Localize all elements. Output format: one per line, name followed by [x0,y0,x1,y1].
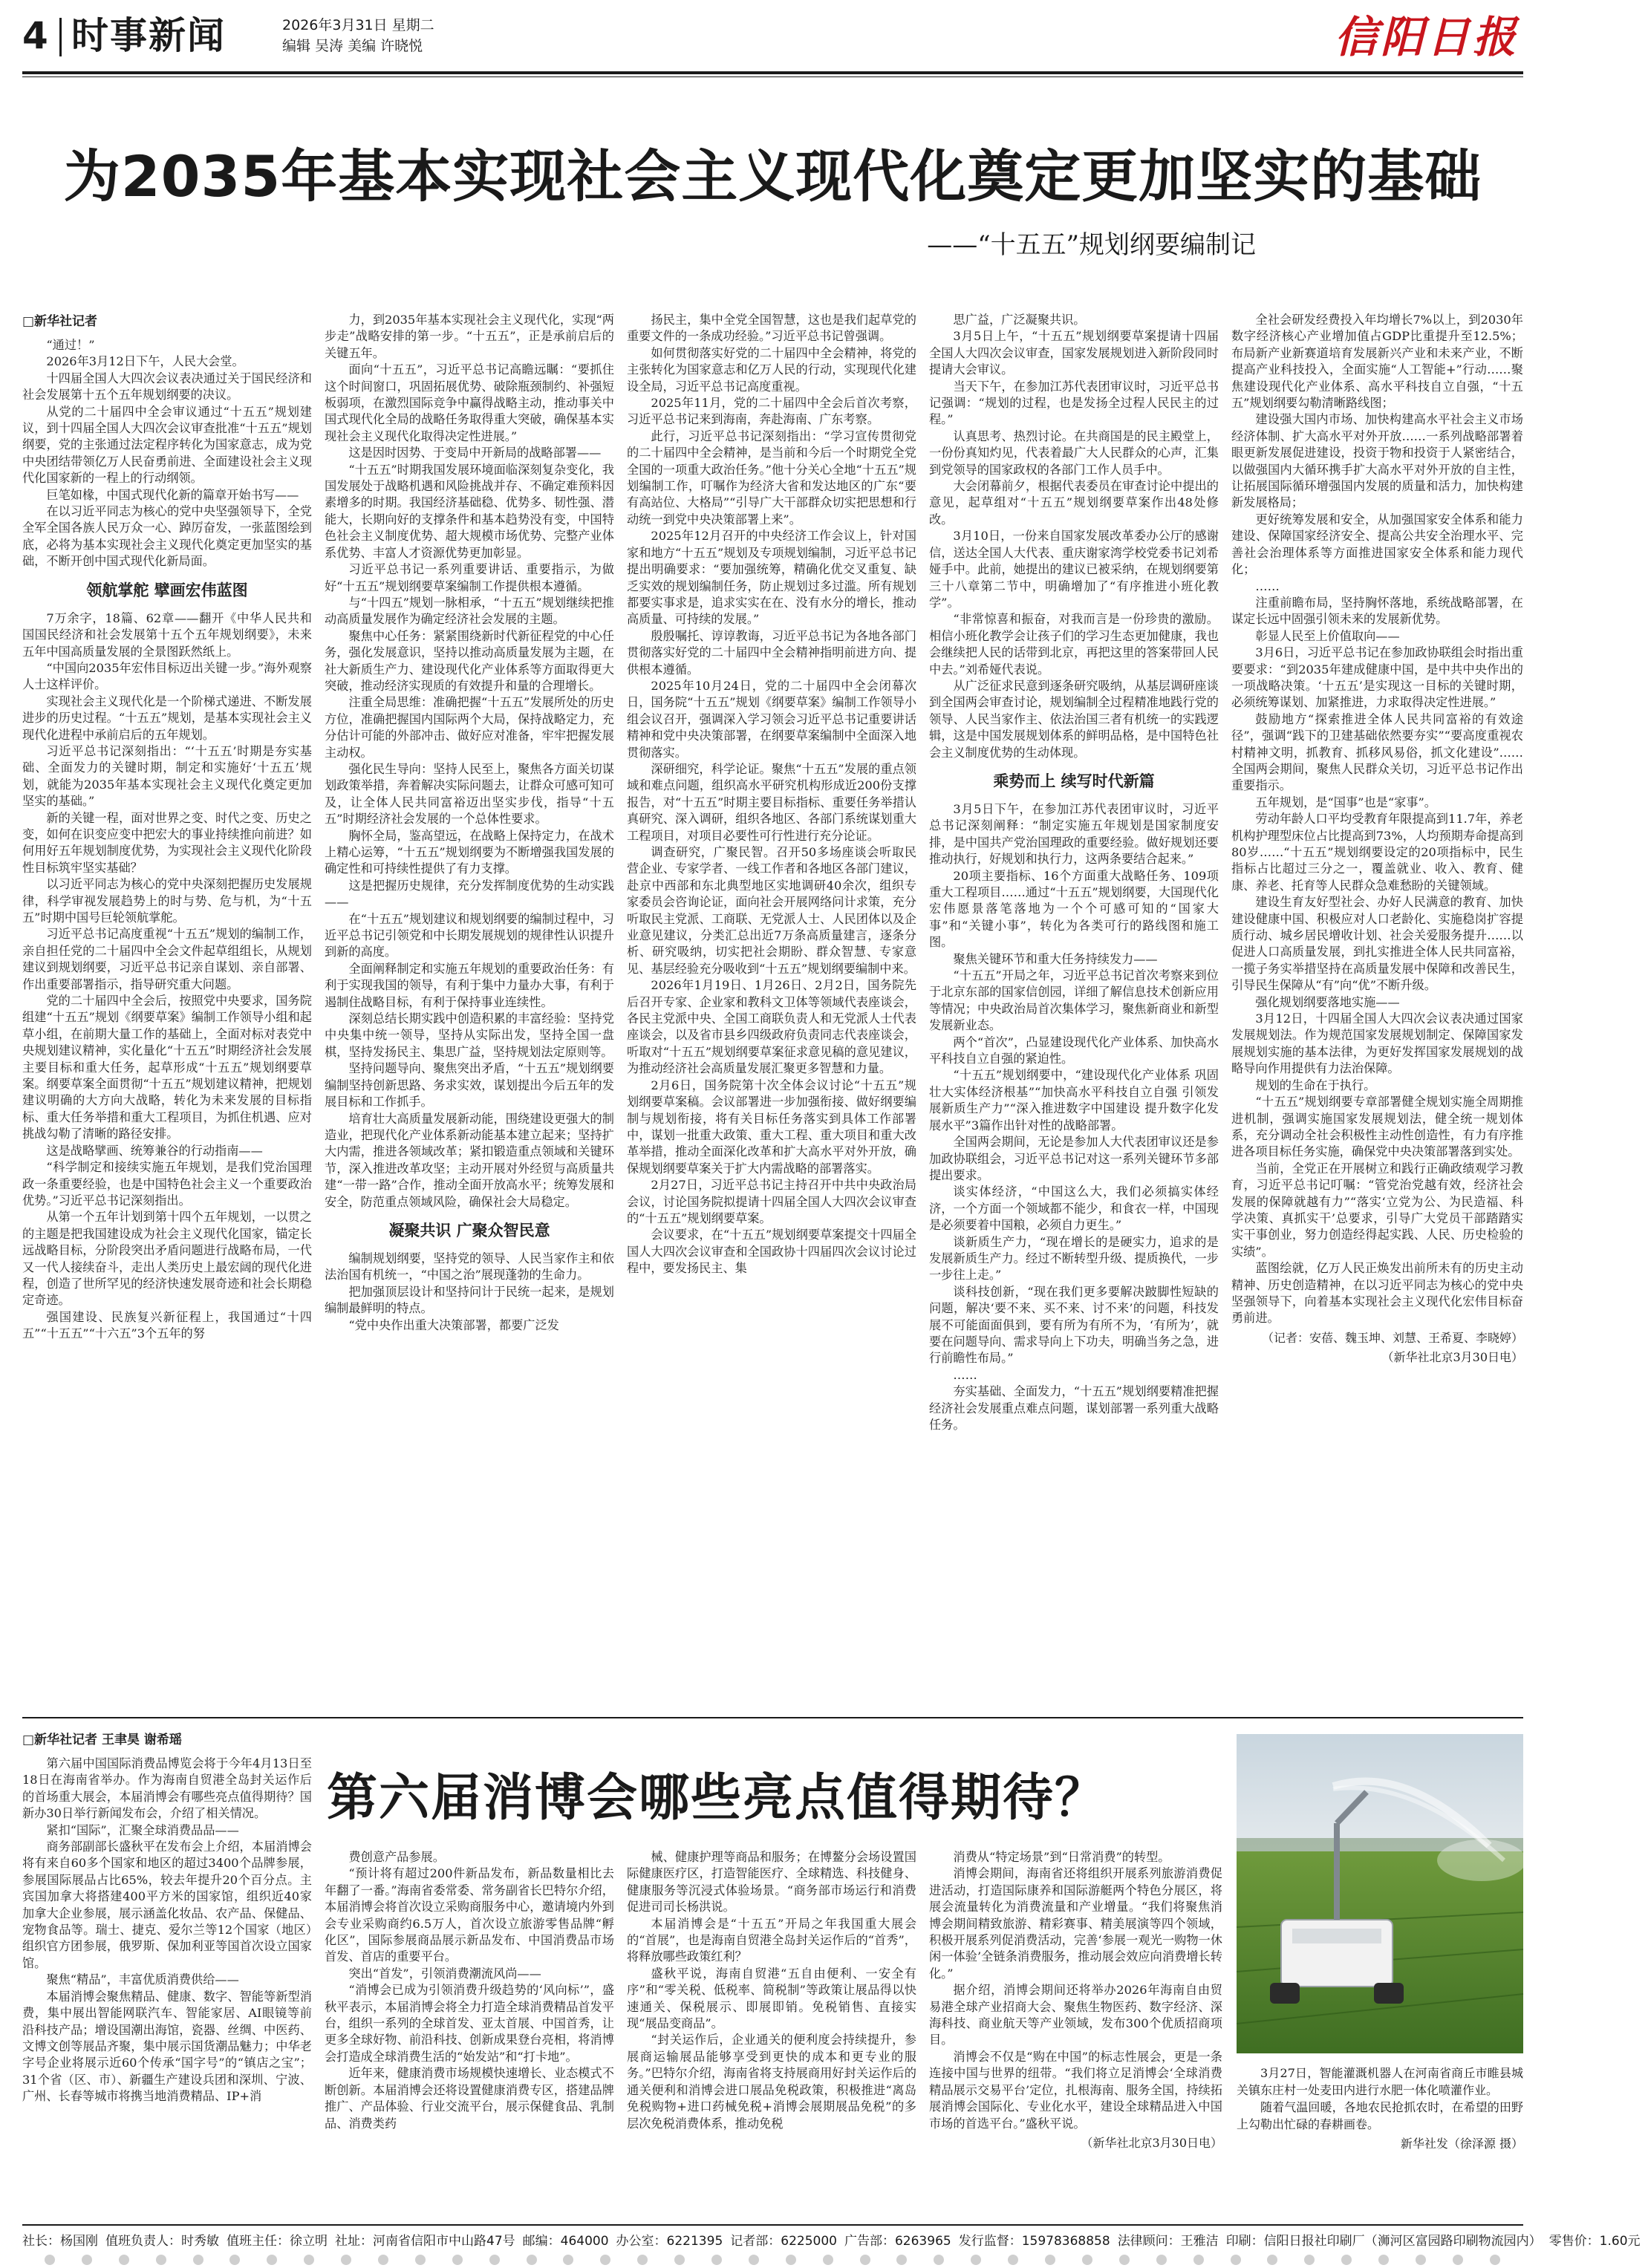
header-rule-thin [22,76,1523,77]
paragraph: 消博会期间，海南省还将组织开展系列旅游消费促进活动，打造国际康养和国际游艇两个特色分展区，将展会流量转化为消费流量和产业增量。“我们将聚焦消博会期间精致旅游、精彩赛事、精美展演等四个领域，积极开展系列促消费活动，完善‘参展一观光一购物一休闲一体验’全链条消费服务，推动展会效应向消费增长转化。” [929,1866,1222,1981]
paragraph: 强国建设、民族复兴新征程上，我国通过“十四五”“十五五”“十六五”3个五年的努 [22,1309,312,1341]
newspaper-logo: 信阳日报 [1334,12,1519,62]
paragraph: “十五五”时期我国发展环境面临深刻复杂变化，我国发展处于战略机遇和风险挑战并存、不确定难预料因素增多的时期。我国经济基础稳、优势多、韧性强、潜能大，长期向好的支撑条件和基本趋势没有变，中国特色社会主义制度优势、超大规模市场优势、完整产业体系优势、丰富人才资源优势更加彰显。 [325,462,614,560]
paragraph: 规划的生命在于执行。 [1255,1078,1376,1092]
editor-credits: 编辑 吴涛 美编 许晓悦 [282,38,423,54]
article1-column-3 [627,312,916,1708]
paragraph: 在“十五五”规划建议和规划纲要的编制过程中，习近平总书记引领党和中长期发展规划的规律性认识提升到新的高度。 [325,911,614,959]
paragraph: 从党的二十届四中全会审议通过“十五五”规划建议，到十四届全国人大四次会议审查批准“十五五”规划纲要，党的主张通过法定程序转化为国家意志，成为党中央团结带领亿万人民奋勇前进、全面建设社会主义现代化国家新的一程上的行动纲领。 [22,404,312,486]
photo-caption-text-1: 3月27日，智能灌溉机器人在河南省商丘市睢县城关镇东庄村一处麦田内进行水肥一体化喷灌作业。 [1237,2066,1523,2097]
header-divider [59,18,62,56]
registration-dots [45,2255,1500,2268]
headline-subtitle: ——“十五五”规划纲要编制记 [927,230,1256,260]
paragraph: 党的二十届四中全会后，按照党中央要求，国务院组建“十五五”规划《纲要草案》编制工作领导小组和起草小组，在前期大量工作的基础上，全面对标对表党中央规划建议精神，实化量化“十五五”时期经济社会发展主要目标和重大任务，起草形成“十五五”规划纲要草案。纲要草案全面贯彻“十五五”规划建议精神，把规划建议明确的大方向大战略，转化为未来发展的目标指标、重大任务举措和重大工程项目，为抓住机遇、应对挑战勾勒了清晰的路径安排。 [22,994,312,1141]
article2-col2-paragraphs [325,1849,614,2132]
article1-column-4 [929,312,1219,1708]
article1-subhead-2: 凝聚共识 广聚众智民意 [388,1221,550,1239]
paragraph: “消博会已成为引领消费升级趋势的‘风向标’”，盛秋平表示，本届消博会将全力打造全球消费精品首发平台，组织一系列的全球首发、亚太首展、中国首秀，让更多全球好物、前沿科技、创新成果登台亮相，将消博会打造成全球消费生活的“始发站”和“打卡地”。 [325,1983,614,2064]
paragraph: 巨笔如椽，中国式现代化新的篇章开始书写—— [46,487,299,502]
paragraph: 据介绍，消博会期间还将举办2026年海南自由贸易港全球产业招商大会、聚焦生物医药、数字经济、深海科技、商业航天等产业领域，发布300个优质招商项目。 [929,1983,1222,2047]
paragraph: 全社会研发经费投入年均增长7%以上，到2030年数字经济核心产业增加值占GDP比重提升至12.5%；布局新产业新赛道培育发展新兴产业和未来产业，不断提高产业科技投入，全面实施“人工智能+”行动……聚焦建设现代化产业体系、高水平科技自立自强，“十五五”规划纲要勾勒清晰路线图； [1231,313,1523,411]
paragraph: 习近平总书记一系列重要讲话、重要指示，为做好“十五五”规划纲要草案编制工作提供根本遵循。 [325,562,614,593]
paragraph: 2025年11月，党的二十届四中全会后首次考察，习近平总书记来到海南，奔赴海南、广东考察。 [627,396,916,427]
paragraph: 蓝图绘就，亿万人民正焕发出前所未有的历史主动精神、历史创造精神，在以习近平同志为核心的党中央坚强领导下，向着基本实现社会主义现代化宏伟目标奋勇前进。 [1231,1261,1523,1326]
paragraph: 与“十四五”规划一脉相承，“十五五”规划继续把推动高质量发展作为确定经济社会发展的主题。 [325,595,614,627]
paragraph: 注重全局思维：准确把握“十五五”发展所处的历史方位，准确把握国内国际两个大局，保持战略定力，充分估计可能的外部冲击、做好应对准备，牢牢把握发展主动权。 [325,695,614,760]
paragraph: 殷殷嘱托、谆谆教诲，习近平总书记为各地各部门贯彻落实好党的二十届四中全会精神指明前进方向、提供根本遵循。 [627,628,916,677]
paragraph: 把加强顶层设计和坚持问计于民统一起来，是规划编制最鲜明的特点。 [325,1284,614,1316]
page-number: 4 [22,14,48,57]
footer-item: 值班负责人：时秀敏 [105,2234,219,2249]
paragraph: 消费从“特定场景”到“日常消费”的转型。 [953,1850,1170,1864]
paragraph: 习近平总书记深刻指出：“‘十五五’时期是夯实基础、全面发力的关键时期，制定和实施好‘十五五’规划，就能为2035年基本实现社会主义现代化奠定更加坚实的基础。” [22,743,312,809]
article2-column-1 [22,1730,312,2220]
paragraph: 调查研究，广聚民智。召开50多场座谈会听取民营企业、专家学者、一线工作者和各地区各部门建议，赴京中西部和东北典型地区实地调研40余次，组织专家委员会咨询论证，面向社会开展网络问计求策，充分听取民主党派、工商联、无党派人士、人民团体以及企业意见建议，分类汇总出近7万条高质量建言，逐条分析、研究吸纳，切实把社会期盼、群众智慧、专家意见、基层经验充分吸收到“十五五”规划纲要编制中来。 [627,845,916,976]
article1-col1-paragraphs [22,337,312,570]
paragraph: 强化规划纲要落地实施—— [1255,994,1400,1009]
paragraph: 2月27日，习近平总书记主持召开中共中央政治局会议，讨论国务院拟提请十四届全国人大四次会议审查的“十五五”规划纲要草案。 [627,1178,916,1225]
paragraph: 全国两会期间，无论是参加人大代表团审议还是参加政协联组会，习近平总书记对这一系列关键环节多部提出要求。 [929,1135,1219,1182]
paragraph: 3月10日，一份来自国家发展改革委办公厅的感谢信，送达全国人大代表、重庆谢家湾学校党委书记刘希娅手中。此前，她提出的建议已被采纳，在规划纲要第三十八章第二节中，明确增加了“有序推进小班化教学”。 [929,529,1219,610]
article2-column-3 [627,1849,916,2220]
footer-item: 值班主任：徐立明 [227,2234,328,2249]
footer-item: 零售价：1.60元 [1548,2234,1641,2249]
paragraph: …… [1255,579,1280,593]
paragraph: 在以习近平同志为核心的党中央坚强领导下，全党全军全国各族人民万众一心、踔厉奋发，一张蓝图绘到底，必将为基本实现社会主义现代化奠定更加坚实的基础，不断开创中国式现代化新局面。 [22,504,312,569]
header-rule [22,71,1523,74]
paragraph: 这是把握历史规律，充分发挥制度优势的生动实践—— [325,878,614,910]
article2-column-2 [325,1849,614,2220]
footer-item: 社长：杨国刚 [22,2234,98,2249]
paragraph: “通过！” [46,338,95,352]
footer-item: 法律顾问：王雅洁 [1117,2234,1219,2249]
footer-item: 记者部：6225000 [730,2234,837,2249]
article1-column-1 [22,312,312,1708]
footer-item: 广告部：6263965 [844,2234,951,2249]
article1-col1b-paragraphs [22,610,312,1343]
paragraph: 此行，习近平总书记深刻指出：“学习宣传贯彻党的二十届四中全会精神，是当前和今后一个时期党全党全国的一项重大政治任务。”他十分关心全地“十五五”规划编制工作，叮嘱作为经济大省和发达地区的广东“要有高站位、大格局”“引导广大干部群众切实把思想和行动统一到党中央决策部署上来”。 [627,428,916,527]
paragraph: 突出“首发”，引领消费潮流风尚—— [348,1966,541,1981]
headline-expo: 第六届消博会哪些亮点值得期待？ [327,1769,1107,1828]
paragraph: “党中央作出重大决策部署，都要广泛发 [348,1317,559,1332]
paragraph: 3月6日，习近平总书记在参加政协联组会时指出重要要求：“到2035年建成健康中国，是中共中央作出的一项战略决策。‘十五五’是实现这一目标的关键时期，必须统筹谋划、加紧推进，力求取得决定性进展。” [1231,645,1523,710]
section-divider [22,1717,1523,1718]
paragraph: 2025年10月24日，党的二十届四中全会闭幕次日，国务院“十五五”规划《纲要草案》编制工作领导小组会议召开，强调深入学习领会习近平总书记重要讲话精神和党中央决策部署，在纲要草案编制中全面深入地贯彻落实。 [627,678,916,760]
irrigation-robot-illustration [1237,1734,1523,2053]
paragraph: 编制规划纲要，坚持党的领导、人民当家作主和依法治国有机统一，“中国之治”展现蓬勃的生命力。 [325,1251,614,1283]
paragraph: 深刻总结长期实践中创造积累的丰富经验：坚持党中央集中统一领导，坚持从实际出发，坚持全国一盘棋，坚持发扬民主、集思广益，坚持规划法定原则等。 [325,1011,614,1059]
paragraph: 消博会不仅是“购在中国”的标志性展会，更是一条连接中国与世界的纽带。“我们将立足消博会‘全球消费精品展示交易平台’定位，扎根海南、服务全国，持续拓展消博会国际化、专业化水平，建设全球精品进入中国市场的首选平台。”盛秋平说。 [929,2049,1222,2131]
paragraph: 3月12日，十四届全国人大四次会议表决通过国家发展规划法。作为规范国家发展规划制定、保障国家发展规划实施的基本法律，为更好发挥国家发展规划的战略导向作用提供有力法治保障。 [1231,1011,1523,1076]
paragraph: 建设强大国内市场、加快构建高水平社会主义市场经济体制、扩大高水平对外开放……一系列战略部署着眼更新发展促进建设，投资于物和投资于人紧密结合，以做强国内大循环携手扩大高水平对外开放的自主性，让拓展国际循环增强国内发展的质量和活力，加快构建新发展格局； [1231,412,1523,510]
article2-byline: □新华社记者 王聿昊 谢希瑶 [22,1733,182,1747]
paragraph: 2026年3月12日下午，人民大会堂。 [46,354,244,369]
paragraph: 胸怀全局，鉴高望远，在战略上保持定力，在战术上精心运筹，“十五五”规划纲要为不断增强我国发展的确定性和可持续性提供了有力支撑。 [325,828,614,876]
paragraph: “科学制定和接续实施五年规划，是我们党治国理政一条重要经验，也是中国特色社会主义一个重要政治优势。”习近平总书记深刻指出。 [22,1160,312,1208]
article1-byline: □新华社记者 [22,314,98,329]
paragraph: 这是战略擘画、统筹兼谷的行动指南—— [46,1143,263,1158]
paragraph: 建设生育友好型社会、办好人民满意的教育、加快建设健康中国、积极应对人口老龄化、实施稳岗扩容提质行动、城乡居民增收计划、社会关爱服务提升……以促进人口高质量发展，到扎实推进全体人民共同富裕，一揽子务实举措坚持在高质量发展中保障和改善民生，引导民生保障从“有”向“优”不断升级。 [1231,895,1523,993]
article1-col2-paragraphs [325,312,614,1210]
paragraph: 聚焦中心任务：紧紧围绕新时代新征程党的中心任务，强化发展意识，坚持以推动高质量发展为主题，在社大新质生产力、建设现代化产业体系等方面取得更大突破，推动经济实现质的有效提升和量的合理增长。 [325,628,614,693]
headline-main: 为2035年基本实现社会主义现代化奠定更加坚实的基础 [63,143,1482,209]
paragraph: 2月6日，国务院第十次全体会议讨论“十五五”规划纲要草案稿。会议部署进一步加强衔接、做好纲要编制与规划衔接，将有关目标任务落实到具体工作部署中，谋划一批重大政策、重大工程、重大项目和重大改革举措，推动全面深化改革和扩大高水平对外开放，确保规划纲要草案关于扩大内需战略的部署落实。 [627,1078,916,1176]
paragraph: 思广益，广泛凝聚共识。 [953,313,1086,327]
paragraph: 聚焦关键环节和重大任务持续发力—— [953,951,1158,966]
footer-rule [22,2224,1523,2226]
article2-col3-paragraphs [627,1849,916,2132]
paragraph: 当前，全党正在开展树立和践行正确政绩观学习教育，习近平总书记叮嘱：“管党治党越有效，经济社会发展的保障就越有力”“落实‘立党为公、为民造福、科学决策、真抓实干’总要求，引导广大党员干部踏踏实实干事创业，努力创造经得起实践、人民、历史检验的实绩”。 [1231,1161,1523,1259]
footer-item: 发行监督：15978368858 [958,2234,1110,2249]
article2-col4-paragraphs [929,1849,1222,2132]
photo-caption-text-2: 随着气温回暖，各地农民抢抓农时，在希望的田野上勾勒出忙碌的春耕画卷。 [1237,2100,1523,2131]
footer-item: 办公室：6221395 [616,2234,723,2249]
article1-column-2 [325,312,614,1708]
paragraph: 力，到2035年基本实现社会主义现代化，实现“两步走”战略安排的第一步。“十五五”，正是承前启后的关键五年。 [325,313,614,360]
paragraph: 械、健康护理等商品和服务；在博鳌分会场设置国际健康医疗区，打造智能医疗、全球精选、科技健身、健康服务等沉浸式体验场景。“商务部市场运行和消费促进司司长杨洪说。 [627,1850,916,1915]
paragraph: 从广泛征求民意到逐条研究吸纳，从基层调研座谈到全国两会审查讨论，规划编制全过程精准地践行党的领导、人民当家作主、依法治国三者有机统一的实践逻辑，这是中国发展规划体系的鲜明品格，是中国特色社会主义制度优势的生动体现。 [929,678,1219,760]
paragraph: 商务部副部长盛秋平在发布会上介绍，本届消博会将有来自60多个国家和地区的超过3400个品牌参展，参展国际展品占比65%，较去年提升20个百分点。主宾国加拿大将搭建400平方米的国家馆，组织近40家加拿大企业参展，展示涵盖化妆品、农产品、保健品、宠物食品等。瑞士、捷克、爱尔兰等12个国家（地区）组织官方团参展，俄罗斯、保加利亚等国首次设立国家馆。 [22,1840,312,1970]
article1-col4b-paragraphs [929,801,1219,1433]
paragraph: 这是因时因势、于变局中开新局的战略部署—— [348,446,602,460]
article2-column-4 [929,1849,1222,2220]
article1-subhead-3: 乘势而上 续写时代新篇 [993,772,1155,790]
paragraph: 全面阐释制定和实施五年规划的重要政治任务：有利于实现我国的领导，有利于集中力量办大事，有利于遏制住战略目标，有利于保持事业连续性。 [325,961,614,1009]
paragraph: “十五五”开局之年，习近平总书记首次考察来到位于北京东部的国家信创园，详细了解信息技术创新应用等情况；中央政治局首次集体学习，聚焦新商业和新型发展新业态。 [929,968,1219,1033]
paragraph: 2025年12月召开的中央经济工作会议上，针对国家和地方“十五五”规划及专项规划编制，习近平总书记提出明确要求：“要加强统筹，精确化优交叉重复、缺乏实效的规划编制任务，防止规划过多过滥。所有规划都要实事求是，追求实实在在、没有水分的增长，推动高质量、可持续的发展。” [627,529,916,627]
paragraph: 实现社会主义现代化是一个阶梯式递进、不断发展进步的历史过程。“十五五”规划，是基本实现社会主义现代化进程中承前启后的五年规划。 [22,694,312,742]
article1-col2b-paragraphs [325,1251,614,1334]
paragraph: 如何贯彻落实好党的二十届四中全会精神，将党的主张转化为国家意志和亿万人民的行动，实现现代化建设全局，习近平总书记高度重视。 [627,345,916,394]
paragraph: 近年来，健康消费市场规模快速增长、业态模式不断创新。本届消博会还将设置健康消费专区，搭建品牌推广、产品体验、行业交流平台，展示保健食品、乳制品、消费类药 [325,2066,614,2131]
paragraph: 彰显人民至上价值取向—— [1255,628,1400,643]
footer-item: 邮编：464000 [522,2234,609,2249]
paragraph: 习近平总书记高度重视“十五五”规划的编制工作，亲自担任党的二十届四中全会文件起草组组长，从规划建议到规划纲要，习近平总书记亲自谋划、亲自部署、作出重要部署指示，指导研究重大问题。 [22,927,312,991]
paragraph: 坚持问题导向、聚焦突出矛盾，“十五五”规划纲要编制坚持创新思路、务求实效，谋划提出今后五年的发展目标和工作抓手。 [325,1061,614,1109]
article1-subhead-1: 领航掌舵 擘画宏伟蓝图 [86,581,248,599]
paragraph: 聚焦“精品”，丰富优质消费供给—— [46,1972,239,1987]
paragraph: 7万余字，18篇、62章——翻开《中华人民共和国国民经济和社会发展第十五个五年规划纲要》，未来五年中国高质量发展的全景图跃然纸上。 [22,610,312,659]
article1-source: （新华社北京3月30日电） [1381,1349,1523,1364]
article1-reporters: （记者：安蓓、魏玉坤、刘慧、王希夏、李晓婷） [1261,1330,1523,1345]
paragraph: 3月5日上午，“十五五”规划纲要草案提请十四届全国人大四次会议审查，国家发展规划进入新阶段同时提请大会审议。 [929,329,1219,377]
paragraph: “十五五”规划纲要中，“建设现代化产业体系 巩固壮大实体经济根基”“加快高水平科技自立自强 引领发展新质生产力”“深入推进数字中国建设 提升数字化发展水平”3篇作出针对性的战略部署。 [929,1068,1219,1133]
paragraph: 当天下午，在参加江苏代表团审议时，习近平总书记强调：“规划的过程，也是发扬全过程人民民主的过程。” [929,379,1219,427]
paragraph: 劳动年龄人口平均受教育年限提高到11.7年，养老机构护理型床位占比提高到73%，人均预期寿命提高到80岁……“十五五”规划纲要设定的20项指标中，民生指标占比超过三分之一，覆盖就业、收入、教育、健康、养老、托育等人民群众急难愁盼的关键领域。 [1231,812,1523,893]
article1-column-5 [1231,312,1523,1708]
paragraph: “十五五”规划纲要专章部署健全规划实施全周期推进机制，强调实施国家发展规划法，健全统一规划体系，充分调动全社会积极性主动性创造性，有力有序推进各项目标任务实施，确保党中央决策部署落到实处。 [1231,1095,1523,1159]
paragraph: 鼓励地方“探索推进全体人民共同富裕的有效途径”，强调“践下的卫建基础依然要夯实”“要高度重视农村精神文明，抓教育、抓移风易俗，抓文化建设”……全国两会期间，聚焦人民群众关切，习近平总书记作出重要指示。 [1231,711,1523,793]
paragraph: “封关运作后，企业通关的便利度会持续提升，参展商运输展品能够享受到更快的成本和更专业的服务。”巴特尔介绍，海南省将支持展商用好封关运作后的通关便利和消博会进口展品免税政策，积极推进“离岛免税购物+进口药械免税+消博会展期展品免税”的多层次免税消费体系，推动免税 [627,2033,916,2131]
irrigation-robot-photo [1237,1734,1523,2053]
paragraph: 五年规划，是“国事”也是“家事”。 [1255,795,1436,809]
paragraph: 本届消博会是“十五五”开局之年我国重大展会的“首展”，也是海南自贸港全岛封关运作后的“首秀”，将释放哪些政策红利？ [627,1916,916,1964]
article2-lead-paragraphs [22,1756,312,2105]
paragraph: 十四届全国人大四次会议表决通过关于国民经济和社会发展第十五个五年规划纲要的决议。 [22,371,312,403]
section-title: 时事新闻 [71,14,226,57]
paragraph: 强化民生导向：坚持人民至上，聚焦各方面关切谋划政策举措，奔着解决实际问题去，让群众可感可知可及，让全体人民共同富裕迈出坚实步伐，指导“十五五”时期经济社会发展的一个总体性要求。 [325,761,614,827]
article1-col3-paragraphs [627,312,916,1277]
paragraph: 谈科技创新，“现在我们更多要解决跛脚性短缺的问题，解决‘要不来、买不来、讨不来’的问题，科技发展不可能面面俱到，要有所为有所不为，‘有所为’，就要在问题导向、需求导向上下功夫，明确当务之急，进行前瞻性布局。” [929,1284,1219,1366]
photo-credit: 新华社发（徐泽源 摄） [1400,2137,1523,2151]
paragraph: 深研细究，科学论证。聚焦“十五五”发展的重点领域和难点问题，组织高水平研究机构形成近200份支撑报告，对“十五五”时期主要目标指标、重要任务举措认真研究、深入调研，组织各地区、各部门系统谋划重大工程项目，对项目必要性可行性进行充分论证。 [627,761,916,843]
paragraph: …… [953,1367,977,1382]
footer-item: 印刷：信阳日报社印刷厂（浉河区富园路印刷物流园内） [1225,2234,1542,2249]
paragraph: 大会闭幕前夕，根据代表委员在审查讨论中提出的意见，起草组对“十五五”规划纲要草案作出48处修改。 [929,479,1219,527]
paragraph: 认真思考、热烈讨论。在共商国是的民主殿堂上，一份份真知灼见，代表着最广大人民群众的心声，汇集到党领导的国家政权的各部门工作人员手中。 [929,428,1219,477]
footer-item: 社址：河南省信阳市中山路47号 [335,2234,515,2249]
paragraph: 3月5日下午，在参加江苏代表团审议时，习近平总书记深刻阐释：“制定实施五年规划是国家制度安排，是中国共产党治国理政的重要经验。做好规划还要推动执行，好规划和执行力，这两条要结合起来。” [929,801,1219,867]
paragraph: 会议要求，在“十五五”规划纲要草案提交十四届全国人大四次会议审查和全国政协十四届四次会议讨论过程中，要发扬民主、集 [627,1228,916,1276]
article1-col5-paragraphs [1231,312,1523,1327]
paragraph: “预计将有超过200件新品发布，新品数量相比去年翻了一番。”海南省委常委、常务副省长巴特尔介绍，本届消博会将首次设立采购商服务中心，邀请境内外到会专业采购商约6.5万人，首次设立旅游零售品牌“孵化区”，国际参展商品展示新品发布、中国消费品市场首发、首店的重要平台。 [325,1866,614,1964]
paragraph: 培育壮大高质量发展新动能，围绕建设更强大的制造业，把现代化产业体系新动能基本建立起来；坚持扩大内需，推进各领域改革；紧扣锻造重点领域和关键环节，深入推进改革攻坚；主动开展对外经贸与高质量共建“一带一路”合作，推动全面开放高水平；统筹发展和安全，防范重点领域风险，确保社会大局稳定。 [325,1111,614,1209]
paragraph: 紧扣“国际”，汇聚全球消费品品—— [46,1822,239,1837]
imprint-footer [22,2232,1641,2251]
paragraph: 两个“首次”，凸显建设现代化产业体系、加快高水平科技自立自强的紧迫性。 [929,1034,1219,1066]
paragraph: 本届消博会聚焦精品、健康、数字、智能等新型消费，集中展出智能网联汽车、智能家居、AI眼镜等前沿科技产品；增设国潮出海馆，瓷器、丝绸、中医药、文博文创等展品齐聚，集中展示国货潮品魅力；中华老字号企业将展示近60个传承“国字号”的“镇店之宝”；31个省（区、市）、新疆生产建设兵团和深圳、宁波、广州、长春等城市将携当地消费精品、IP+消 [22,1989,312,2104]
article2-source: （新华社北京3月30日电） [1081,2135,1222,2150]
paragraph: 20项主要指标、16个方面重大战略任务、109项重大工程项目……通过“十五五”规划纲要，大国现代化宏伟愿景落笔落地为一个个可感可知的“国家大事”和“关键小事”，转化为各类可行的路线图和施工图。 [929,868,1219,950]
paragraph: 费创意产品参展。 [348,1850,445,1864]
paragraph: 夯实基础、全面发力，“十五五”规划纲要精准把握经济社会发展重点难点问题，谋划部署一系列重大战略任务。 [929,1384,1219,1432]
paragraph: 从第一个五年计划到第十四个五年规划，一以贯之的主题是把我国建设成为社会主义现代化国家，锚定长远战略目标，分阶段突出矛盾问题进行战略布局，一代又一代人接续奋斗，走出人类历史上最宏阔的现代化进程，创造了世所罕见的经济快速发展奇迹和社会长期稳定奇迹。 [22,1210,312,1308]
paragraph: 谈新质生产力，“现在增长的是硬实力，追求的是发展新质生产力。经过不断转型升级、提质换代，一步一步往上走。” [929,1234,1219,1283]
paragraph: 第六届中国国际消费品博览会将于今年4月13日至18日在海南省举办。作为海南自贸港全岛封关运作后的首场重大展会，本届消博会有哪些亮点值得期待？国新办30日举行新闻发布会，介绍了相关情况。 [22,1756,312,1821]
paragraph: 以习近平同志为核心的党中央深刻把握历史发展规律，科学审视发展趋势上的时与势、危与机，为“十五五”时期中国号巨轮领航掌舵。 [22,877,312,925]
paragraph: 扬民主，集中全党全国智慧，这也是我们起草党的重要文件的一条成功经验。”习近平总书记曾强调。 [627,313,916,344]
paragraph: 注重前瞻布局，坚持胸怀落地，系统战略部署，在谋定长远中固强引领未来的发展新优势。 [1231,595,1523,627]
issue-date: 2026年3月31日 星期二 [282,17,434,33]
photo-caption [1237,2065,1523,2152]
paragraph: 谈实体经济，“中国这么大，我们必须搞实体经济，一个方面一个领域都不能少，和食衣一样，中国现是必须要着中国粮，必须自力更生。” [929,1184,1219,1233]
paragraph: 盛秋平说，海南自贸港“五自由便利、一安全有序”和“零关税、低税率、简税制”等政策让展品得以快速通关、保税展示、即展即销。免税销售、直接实现“展品变商品”。 [627,1966,916,2031]
paragraph: 新的关键一程，面对世界之变、时代之变、历史之变，如何在识变应变中把宏大的事业持续推向前进？如何用好五年规划制度优势，为实现社会主义现代化阶段性目标筑牢坚实基础？ [22,810,312,875]
paragraph: “非常惊喜和振奋，对我而言是一份珍贵的激励。相信小班化教学会让孩子们的学习生态更加健康，我也会继续把人民的话带到北京，再把这里的答案带回人民中去。”刘希娅代表说。 [929,612,1219,677]
paragraph: “中国向2035年宏伟目标迈出关键一步。”海外观察人士这样评价。 [22,660,312,692]
paragraph: 2026年1月19日、1月26日、2月2日，国务院先后召开专家、企业家和教科文卫体等领域代表座谈会，各民主党派中央、全国工商联负责人和无党派人士代表座谈会，以及省市县乡四级政府负责同志代表座谈会，听取对“十五五”规划纲要草案征求意见稿的意见建议，为推动经济社会高质量发展汇聚更多智慧和力量。 [627,978,916,1076]
article1-col4-paragraphs [929,312,1219,761]
paragraph: 面向“十五五”，习近平总书记高瞻远瞩：“要抓住这个时间窗口，巩固拓展优势、破除瓶颈制约、补强短板弱项，在激烈国际竞争中赢得战略主动，推动事关中国式现代化全局的战略任务取得重大突破，确保基本实现社会主义现代化取得决定性进展。” [325,362,614,443]
paragraph: 更好统筹发展和安全，从加强国家安全体系和能力建设、保障国家经济安全、提高公共安全治理水平、完善社会治理体系等方面推进国家安全体系和能力现代化； [1231,512,1523,577]
